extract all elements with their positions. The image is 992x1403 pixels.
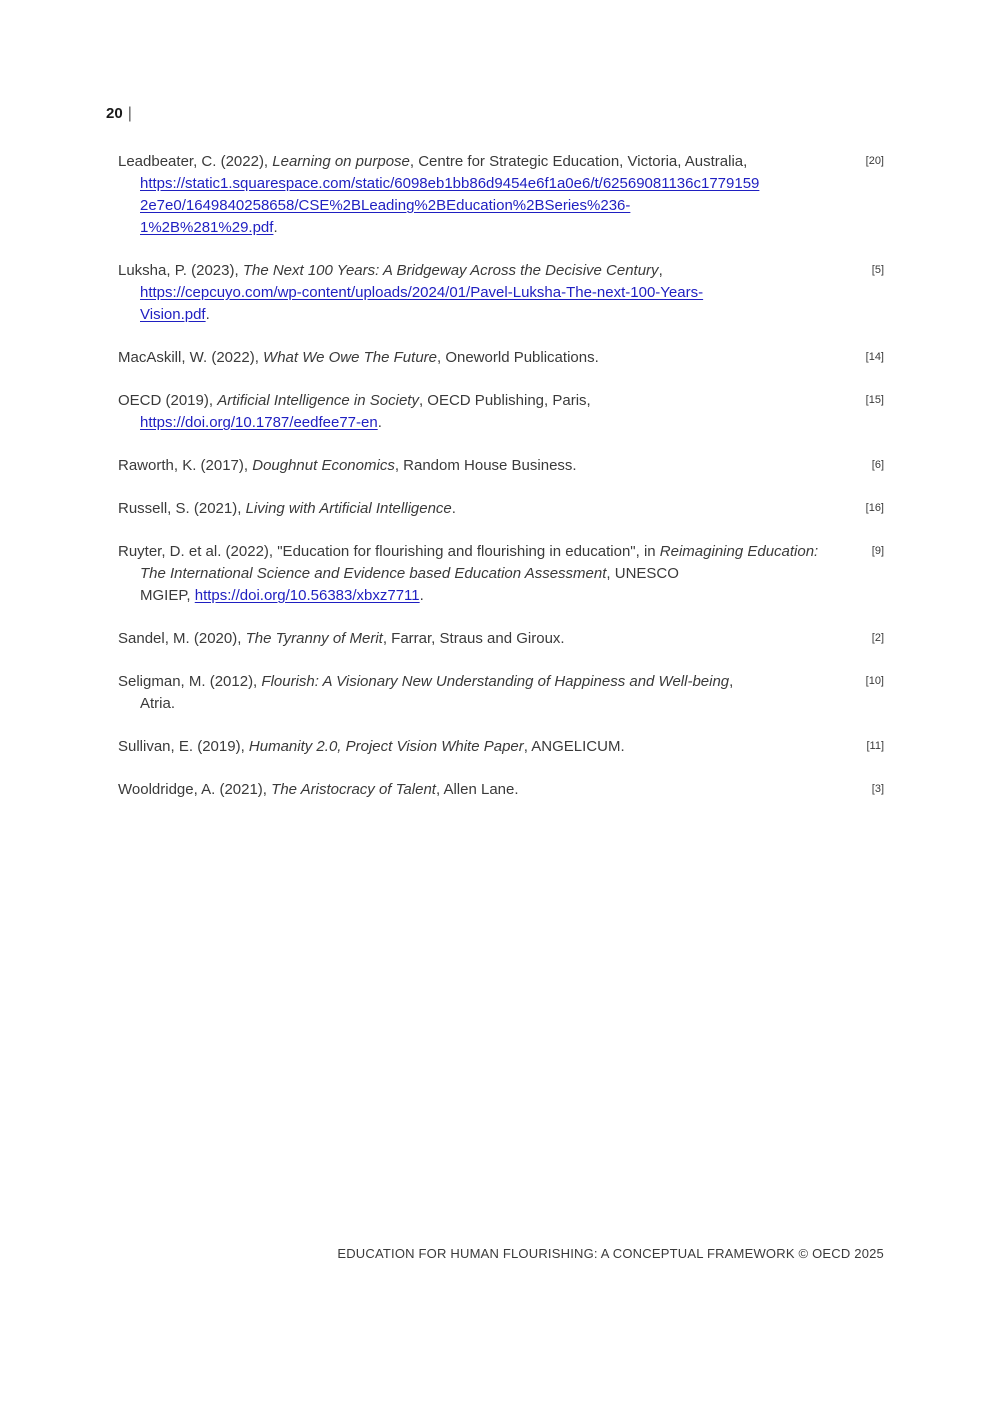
reference-entry-seligman [118, 671, 884, 715]
ref-title: Reimagining Education: The International Science and Evidence based Education Assessment [140, 543, 819, 582]
ref-title: The Next 100 Years: A Bridgeway Across the Decisive Century [242, 262, 659, 279]
ref-text: . [273, 219, 278, 236]
ref-title: Doughnut Economics [252, 457, 395, 474]
page-number-separator: | [127, 105, 132, 122]
citation-marker: [3] [871, 783, 884, 795]
ref-text: , UNESCO MGIEP, [140, 565, 679, 604]
ref-text: , OECD Publishing, Paris, [418, 392, 591, 409]
ref-text: Luksha, P. (2023), [118, 262, 243, 279]
reference-entry-russell [118, 498, 884, 520]
reference-entry-luksha [118, 260, 884, 326]
citation-marker: [2] [871, 632, 884, 644]
ref-title: What We Owe The Future [263, 349, 437, 366]
reference-entry-macaskill [118, 347, 884, 369]
ref-hyperlink[interactable]: https://doi.org/10.1787/eedfee77-en [140, 414, 378, 431]
page-number [106, 104, 132, 124]
reference-entry-sandel [118, 628, 884, 650]
ref-title: The Tyranny of Merit [245, 630, 383, 647]
ref-title: Living with Artificial Intelligence [245, 500, 452, 517]
ref-text: Leadbeater, C. (2022), [118, 153, 273, 170]
ref-text: , Atria. [140, 673, 734, 712]
reference-entry-sullivan [118, 736, 884, 758]
ref-title: Artificial Intelligence in Society [217, 392, 419, 409]
ref-text: MacAskill, W. (2022), [118, 349, 264, 366]
ref-text: Sullivan, E. (2019), [118, 738, 249, 755]
ref-hyperlink[interactable]: https://static1.squarespace.com/static/6098eb1bb86d9454e6f1a0e6/t/62569081136c1779159 2e7e0/1649840258658/CSE%2BLeading%2BEducation%2BSeries%236- 1%2B%281%29.pdf [140, 175, 760, 236]
ref-title: Learning on purpose [272, 153, 410, 170]
ref-title: Flourish: A Visionary New Understanding of Happiness and Well-being [261, 673, 730, 690]
ref-title: The Aristocracy of Talent [271, 781, 436, 798]
ref-text: , Farrar, Straus and Giroux. [382, 630, 565, 647]
page-number-value: 20 [106, 105, 123, 122]
ref-text: . [205, 306, 210, 323]
ref-text: , Random House Business. [394, 457, 577, 474]
citation-marker: [20] [865, 155, 884, 167]
reference-entry-wooldridge [118, 779, 884, 801]
citation-marker: [9] [871, 545, 884, 557]
citation-marker: [5] [871, 264, 884, 276]
ref-text: Raworth, K. (2017), [118, 457, 253, 474]
ref-text: , [658, 262, 663, 279]
ref-text: Seligman, M. (2012), [118, 673, 262, 690]
citation-marker: [15] [865, 394, 884, 406]
ref-text: Ruyter, D. et al. (2022), "Education for flourishing and flourishing in education", in [118, 543, 660, 560]
ref-text: Russell, S. (2021), [118, 500, 246, 517]
ref-title: Humanity 2.0, Project Vision White Paper [248, 738, 524, 755]
footer-running-title: EDUCATION FOR HUMAN FLOURISHING: A CONCEPTUAL FRAMEWORK © OECD 2025 [337, 1246, 884, 1261]
ref-text: , Centre for Strategic Education, Victoria, Australia, [409, 153, 748, 170]
citation-marker: [10] [865, 675, 884, 687]
ref-hyperlink[interactable]: https://doi.org/10.56383/xbxz7711 [194, 587, 420, 604]
ref-hyperlink[interactable]: https://cepcuyo.com/wp-content/uploads/2024/01/Pavel-Luksha-The-next-100-Years- Vision.pdf [140, 284, 704, 323]
citation-marker: [11] [866, 740, 884, 752]
citation-marker: [16] [865, 502, 884, 514]
ref-text: Wooldridge, A. (2021), [118, 781, 272, 798]
ref-text: . [419, 587, 424, 604]
ref-text: . [377, 414, 382, 431]
reference-entry-oecd [118, 390, 884, 434]
reference-entry-raworth [118, 455, 884, 477]
reference-entry-leadbeater [118, 151, 884, 239]
ref-text: , Oneworld Publications. [437, 349, 599, 366]
citation-marker: [14] [865, 351, 884, 363]
references-list [118, 151, 884, 822]
ref-text: , Allen Lane. [435, 781, 519, 798]
reference-entry-ruyter [118, 541, 884, 607]
citation-marker: [6] [871, 459, 884, 471]
ref-text: OECD (2019), [118, 392, 218, 409]
ref-text: . [451, 500, 456, 517]
ref-text: Sandel, M. (2020), [118, 630, 246, 647]
ref-text: , ANGELICUM. [523, 738, 625, 755]
